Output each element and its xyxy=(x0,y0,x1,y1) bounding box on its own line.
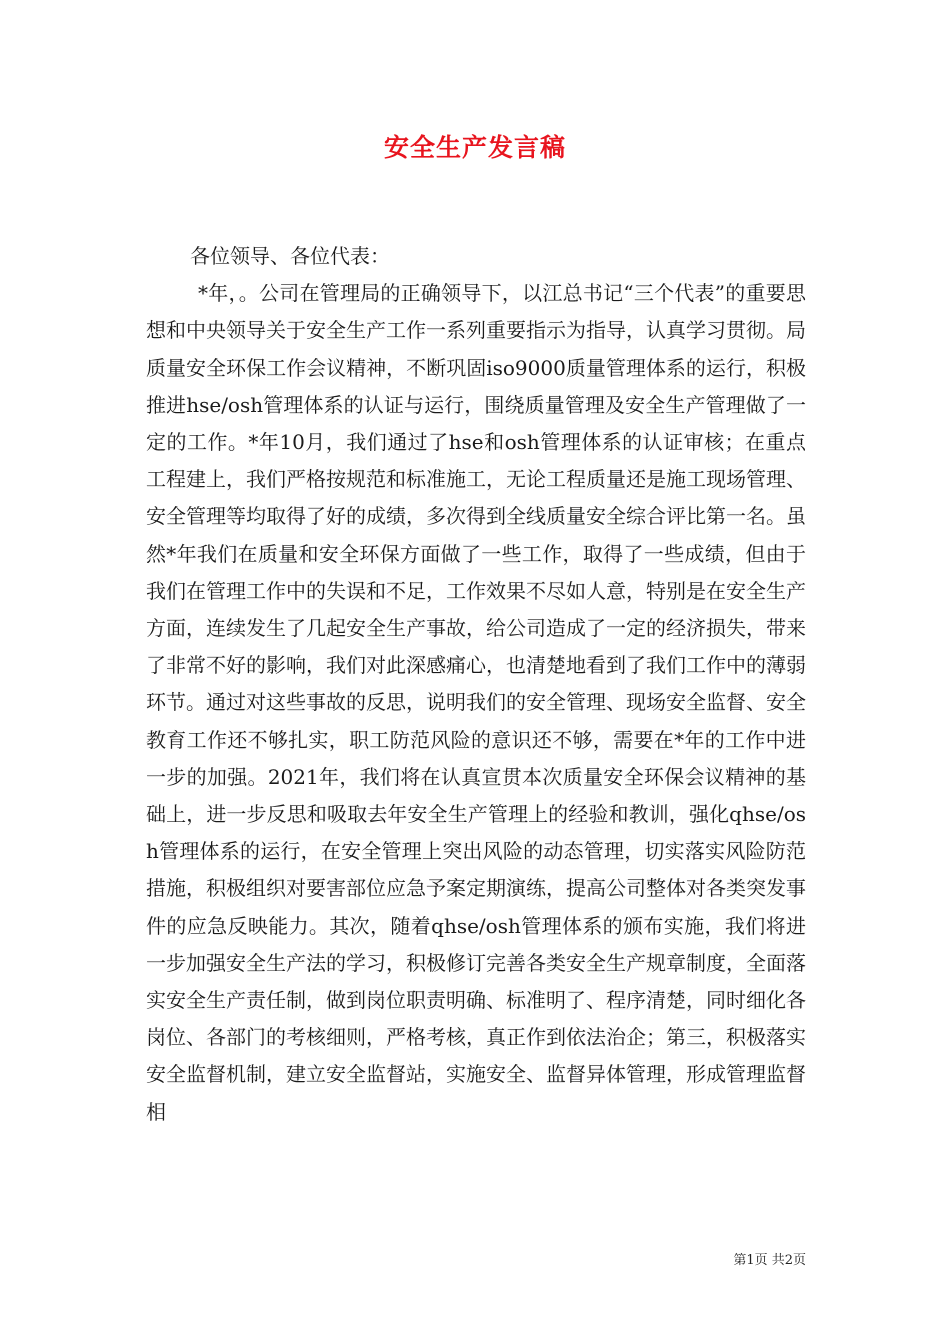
page-number: 第1页 共2页 xyxy=(733,1253,806,1268)
body-paragraph: *年，。公司在管理局的正确领导下，以江总书记“三个代表”的重要思想和中央领导关于安全生产工作一系列重要指示为指导，认真学习贯彻。局质量安全环保工作会议精神，不断巩固iso9000质量管理体系的运行，积极推进hse/osh管理体系的认证与运行，围绕质量管理及安全生产管理做了一定的工作。*年10月，我们通过了hse和osh管理体系的认证审核；在重点工程建上，我们严格按规范和标准施工，无论工程质量还是施工现场管理、安全管理等均取得了好的成绩，多次得到全线质量安全综合评比第一名。虽然*年我们在质量和安全环保方面做了一些工作，取得了一些成绩，但由于我们在管理工作中的失误和不足，工作效果不尽如人意，特别是在安全生产方面，连续发生了几起安全生产事故，给公司造成了一定的经济损失，带来了非常不好的影响，我们对此深感痛心，也清楚地看到了我们工作中的薄弱环节。通过对这些事故的反思，说明我们的安全管理、现场安全监督、安全教育工作还不够扎实，职工防范风险的意识还不够，需要在*年的工作中进一步的加强。2021年，我们将在认真宣贯本次质量安全环保会议精神的基础上，进一步反思和吸取去年安全生产管理上的经验和教训，强化qhse/osh管理体系的运行，在安全管理上突出风险的动态管理，切实落实风险防范措施，积极组织对要害部位应急予案定期演练，提高公司整体对各类突发事件的应急反映能力。其次，随着qhse/osh管理体系的颁布实施，我们将进一步加强安全生产法的学习，积极修订完善各类安全生产规章制度，全面落实安全生产责任制，做到岗位职责明确、标准明了、程序清楚，同时细化各岗位、各部门的考核细则，严格考核，真正作到依法治企；第三，积极落实安全监督机制，建立安全监督站，实施安全、监督异体管理，形成管理监督相 xyxy=(146,281,806,1124)
document-title: 安全生产发言稿 xyxy=(383,133,566,162)
document-body xyxy=(146,238,806,1131)
salutation: 各位领导、各位代表： xyxy=(190,244,390,268)
